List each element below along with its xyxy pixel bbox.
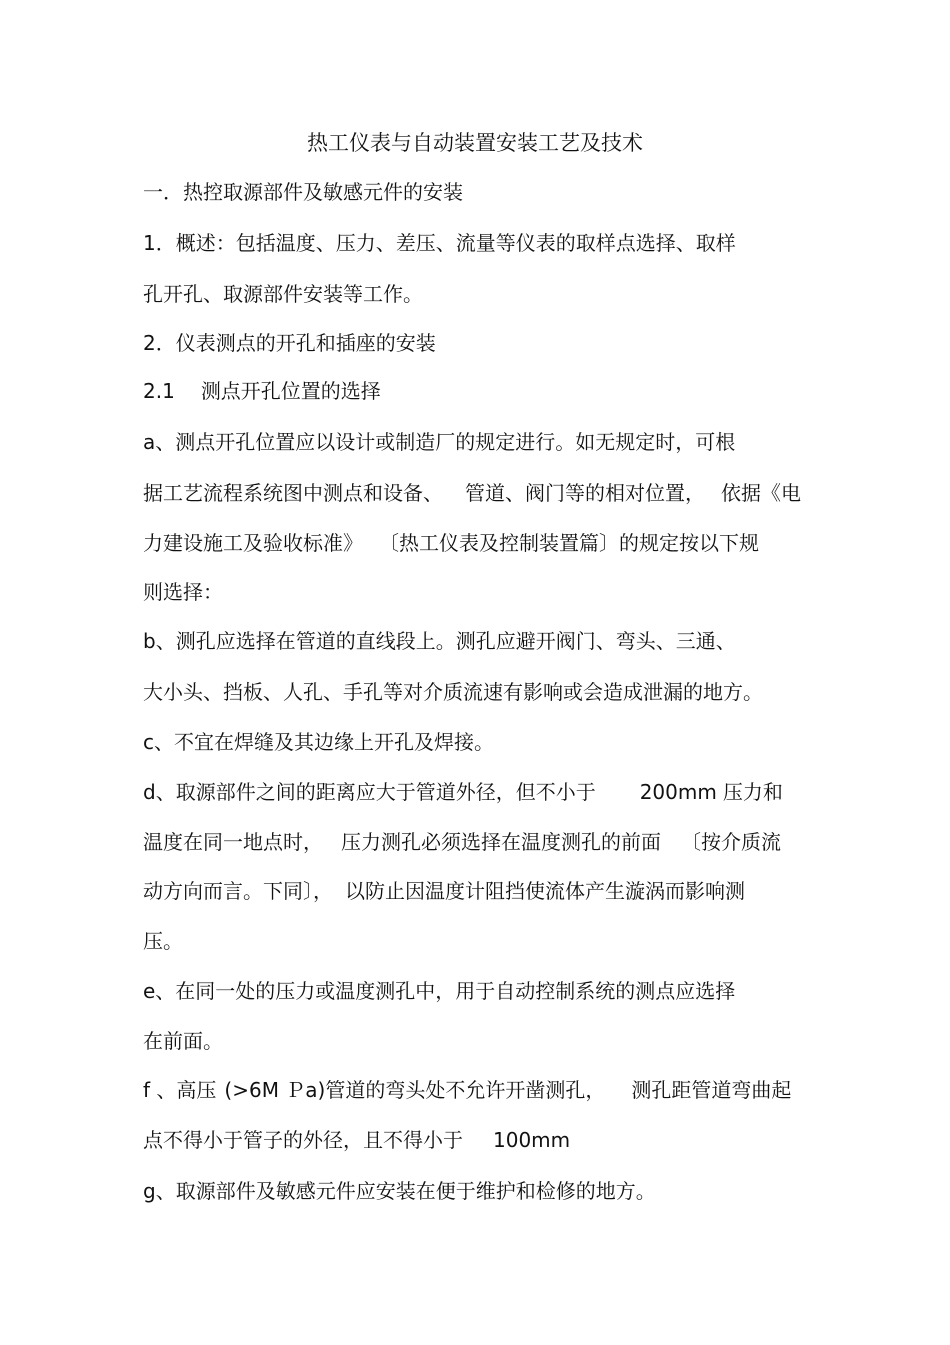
paragraph-line: e、在同一处的压力或温度测孔中，用于自动控制系统的测点应选择 [143, 979, 736, 1003]
text-span: 以防止因温度计阻挡使流体产生漩涡而影响测 [345, 879, 745, 903]
paragraph-line [143, 1078, 791, 1102]
measurement-value: 100mm [493, 1128, 571, 1152]
paragraph-line [143, 780, 783, 804]
text-span: 动方向而言。下同〕， [143, 879, 333, 903]
text-span: 〔热工仪表及控制装置篇〕的规定按以下规 [379, 531, 759, 555]
text-span: 力建设施工及验收标准》 [143, 531, 363, 555]
text-span: 管道、阀门等的相对位置， [465, 481, 705, 505]
text-span: 据工艺流程系统图中测点和设备、 [143, 481, 443, 505]
paragraph-line [143, 1128, 570, 1152]
text-span: 温度在同一地点时， [143, 830, 323, 854]
paragraph-line: b、测孔应选择在管道的直线段上。测孔应避开阀门、弯头、三通、 [143, 629, 736, 653]
subsection-number: 2.1 [143, 379, 175, 403]
paragraph-line: 1．概述：包括温度、压力、差压、流量等仪表的取样点选择、取样 [143, 231, 736, 255]
paragraph-line: 压。 [143, 929, 183, 953]
paragraph-line: a、测点开孔位置应以设计或制造厂的规定进行。如无规定时，可根 [143, 430, 736, 454]
paragraph-line: c、不宜在焊缝及其边缘上开孔及焊接。 [143, 730, 494, 754]
paragraph-line: 在前面。 [143, 1029, 223, 1053]
paragraph-line [143, 531, 759, 555]
paragraph-line: 大小头、挡板、人孔、手孔等对介质流速有影响或会造成泄漏的地方。 [143, 680, 763, 704]
subsection-heading [143, 379, 381, 403]
paragraph-line [143, 481, 801, 505]
paragraph-line [143, 879, 745, 903]
text-span: 压力测孔必须选择在温度测孔的前面 [341, 830, 661, 854]
text-span: f 、高压 [143, 1078, 217, 1102]
section-heading: 一．热控取源部件及敏感元件的安装 [143, 180, 463, 204]
measurement-value: 200mm [639, 780, 717, 804]
measurement-value: (>6M Ｐa) [224, 1078, 326, 1102]
text-span: 管道的弯头处不允许开凿测孔， [325, 1078, 606, 1102]
subsection-title: 测点开孔位置的选择 [200, 379, 381, 403]
subsection-heading: 2．仪表测点的开孔和插座的安装 [143, 331, 436, 355]
document-title: 热工仪表与自动装置安装工艺及技术 [307, 131, 643, 155]
text-span: d、取源部件之间的距离应大于管道外径，但不小于 [143, 780, 596, 804]
text-span: 点不得小于管子的外径，且不得小于 [143, 1128, 463, 1152]
text-span: 〔按介质流 [681, 830, 781, 854]
text-span: 依据《电 [721, 481, 801, 505]
paragraph-line: g、取源部件及敏感元件应安装在便于维护和检修的地方。 [143, 1179, 656, 1203]
text-span: 压力和 [722, 780, 783, 804]
paragraph-line [143, 830, 781, 854]
paragraph-line: 则选择： [143, 580, 223, 604]
paragraph-line: 孔开孔、取源部件安装等工作。 [143, 282, 423, 306]
text-span: 测孔距管道弯曲起 [631, 1078, 792, 1102]
